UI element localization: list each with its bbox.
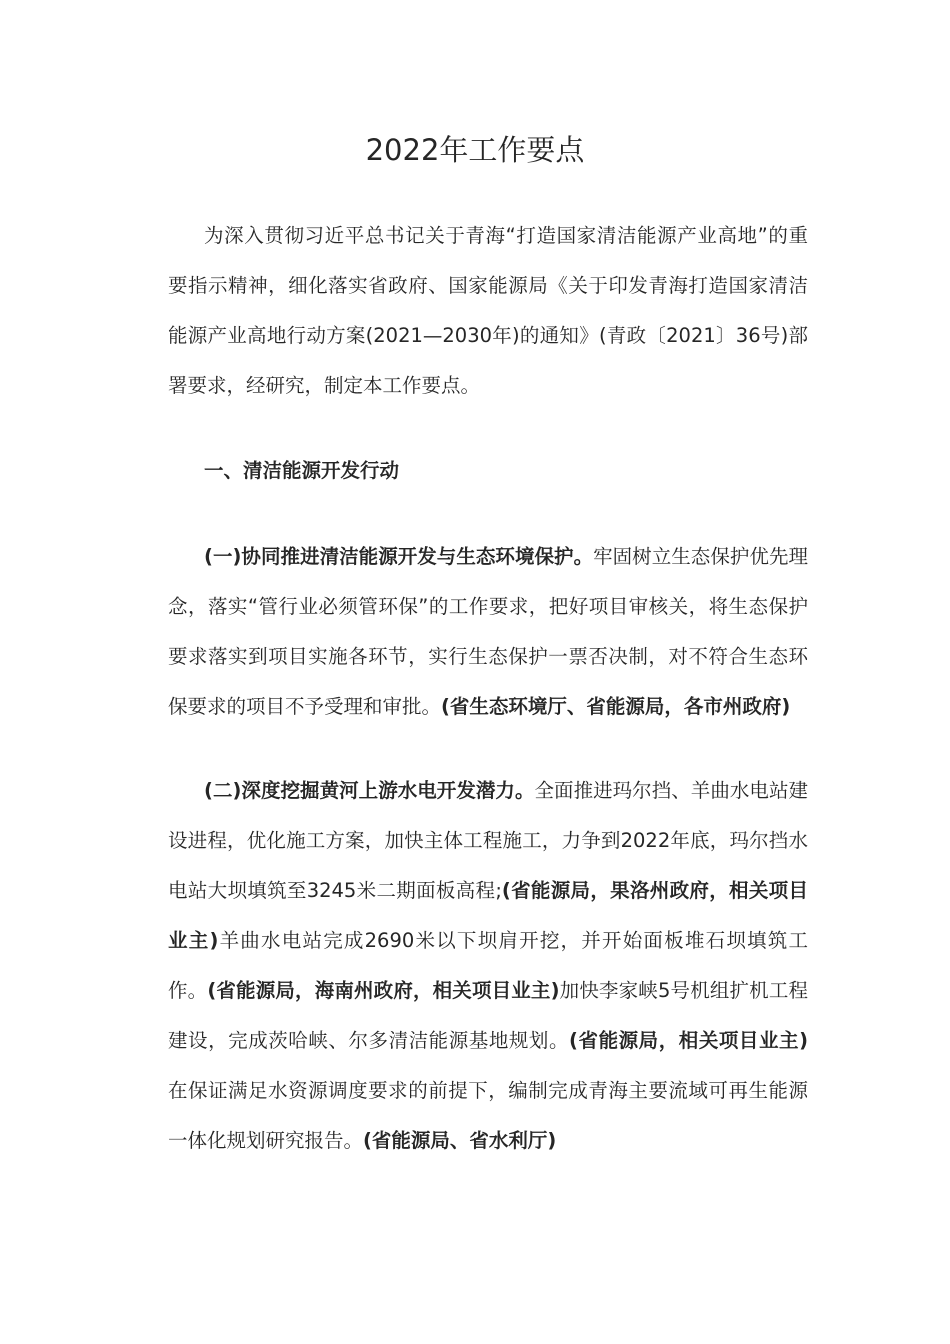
item-2-responsible-1: (省能源局，果洛州政府，相关项目业主) <box>168 879 808 952</box>
item-2-text-4: 在保证满足水资源调度要求的前提下，编制完成青海主要流域可再生能源一体化规划研究报告。 <box>168 1079 808 1152</box>
item-1-body: 牢固树立生态保护优先理念，落实“管行业必须管环保”的工作要求，把好项目审核关，将生态保护要求落实到项目实施各环节，实行生态保护一票否决制，对不符合生态环保要求的项目不予受理和审批。 <box>168 545 808 718</box>
document-title: 2022年工作要点 <box>365 133 585 167</box>
item-2-text-1: 全面推进玛尔挡、羊曲水电站建设进程，优化施工方案，加快主体工程施工，力争到2022年底，玛尔挡水电站大坝填筑至3245米二期面板高程; <box>168 779 808 902</box>
item-1-paragraph <box>168 532 808 732</box>
intro-paragraph: 为深入贯彻习近平总书记关于青海“打造国家清洁能源产业高地”的重要指示精神，细化落实省政府、国家能源局《关于印发青海打造国家清洁能源产业高地行动方案(2021—2030年)的通知》(青政〔2021〕36号)部署要求，经研究，制定本工作要点。 <box>168 224 808 397</box>
item-2-lead: (二)深度挖掘黄河上游水电开发潜力。 <box>204 779 535 802</box>
item-2-text-2: 羊曲水电站完成2690米以下坝肩开挖，并开始面板堆石坝填筑工作。 <box>168 929 808 1002</box>
item-1-lead: (一)协同推进清洁能源开发与生态环境保护。 <box>204 545 594 568</box>
section-heading: 一、清洁能源开发行动 <box>204 459 400 482</box>
item-1-responsible: (省生态环境厅、省能源局，各市州政府) <box>441 695 791 718</box>
item-2-responsible-3: (省能源局，相关项目业主) <box>569 1029 808 1052</box>
item-2-responsible-2: (省能源局，海南州政府，相关项目业主) <box>207 979 560 1002</box>
item-2-text-3: 加快李家峡5号机组扩机工程建设，完成茨哈峡、尔多清洁能源基地规划。 <box>168 979 808 1052</box>
item-2-paragraph <box>168 766 808 1166</box>
item-2-responsible-4: (省能源局、省水利厅) <box>363 1129 557 1152</box>
